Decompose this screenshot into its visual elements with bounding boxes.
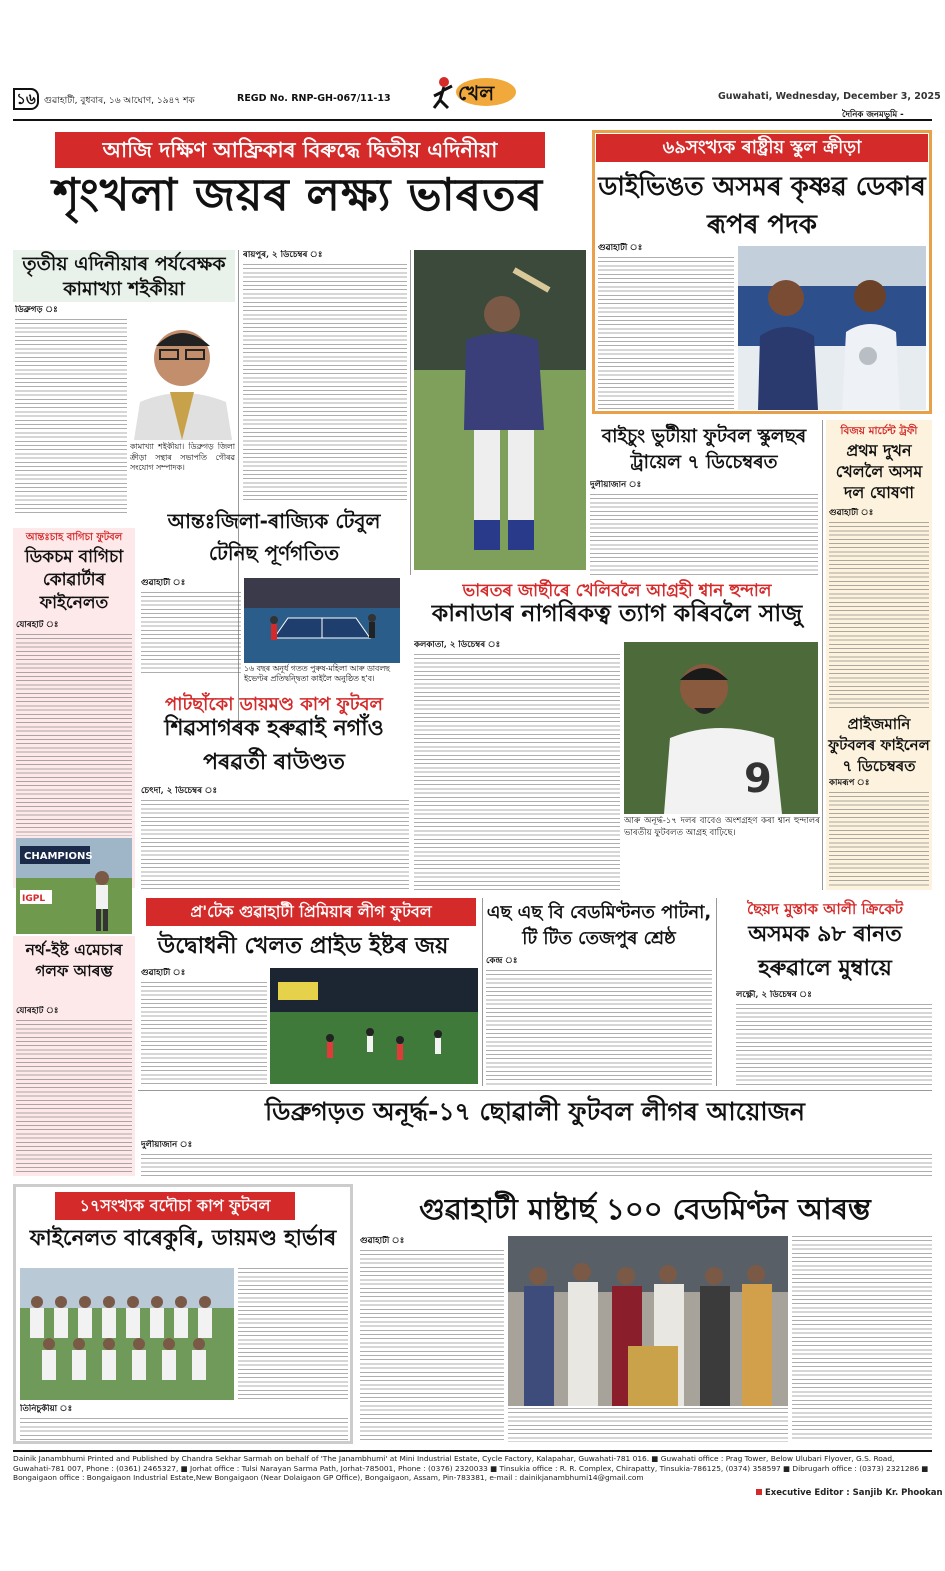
tt-headline: আন্তঃজিলা-ৰাজ্যিক টেবুল টেনিছ পূৰ্ণগতিত (167, 509, 381, 565)
footer-rule (13, 1450, 932, 1452)
premier-photo (270, 968, 478, 1084)
square-bullet-icon (756, 1489, 762, 1495)
mushtaq-headline: অসমক ৯৮ ৰানত হৰুৱালে মুম্বায়ে (748, 922, 902, 981)
lead-headline: শৃংখলা জয়ৰ লক্ষ্য ভাৰতৰ (52, 168, 544, 221)
vijay-kicker: বিজয় মাৰ্চেন্ট ট্ৰফী (840, 425, 918, 437)
masters-text-right (792, 1236, 932, 1442)
svg-text:9: 9 (744, 756, 772, 802)
table-tennis-image (244, 578, 400, 663)
masters-caption (508, 1408, 788, 1442)
portrait-image (130, 310, 235, 440)
masters-text-left (360, 1236, 504, 1442)
brand-name: খেল (458, 81, 495, 105)
canada-headline: কানাডাৰ নাগৰিকত্ব ত্যাগ কৰিবলৈ সাজু (431, 599, 803, 627)
masthead-date-assamese: গুৱাহাটী, বুধবাৰ, ১৬ আঘোণ, ১৯৪৭ শক (44, 96, 195, 106)
bodoucha-headline: ফাইনেলত বাৰেকুৰি, ডায়মণ্ড হাৰ্ভাৰ (29, 1226, 337, 1251)
masters-photo (508, 1236, 788, 1406)
divers-image (738, 246, 926, 410)
bagicha-text (16, 620, 132, 836)
patsaku-kicker: পাটছাঁকো ডায়মণ্ড কাপ ফুটবল (165, 694, 383, 715)
lead-banner: আজি দক্ষিণ আফ্ৰিকাৰ বিৰুদ্ধে দ্বিতীয় এদিনীয়া (55, 132, 545, 168)
under17-headline: ডিব্ৰুগড়ত অনূৰ্দ্ধ-১৭ ছোৱালী ফুটবল লীগৰ আয়োজন (265, 1097, 805, 1126)
footballer-image (624, 642, 818, 814)
bodoucha-text (20, 1404, 348, 1440)
ssb-badminton-text (486, 956, 712, 1086)
lead-story-text (243, 250, 407, 500)
bodoucha-photo (20, 1268, 234, 1400)
golfer-image (16, 838, 132, 934)
canada-text (414, 640, 620, 890)
bhutia-school-text (590, 480, 818, 575)
golf-banner-text: CHAMPIONS (24, 851, 93, 862)
canada-kicker: ভাৰতৰ জাৰ্ছীৰে খেলিবলৈ আগ্ৰহী শ্বান হুন্দাল (462, 581, 772, 601)
dateline: ডিব্ৰুগড় ঃ (15, 305, 58, 315)
team-photo-image (20, 1268, 234, 1400)
patsaku-headline: শিৱসাগৰক হৰুৱাই নগাঁও পৰৱৰ্তী ৰাউণ্ডত (164, 716, 384, 775)
page-number: ১৬ (13, 88, 39, 110)
dateline: লক্ষ্ণৌ, ২ ডিচেম্বৰ ঃ (736, 990, 812, 1000)
masthead-date-english: Guwahati, Wednesday, December 3, 2025 (718, 91, 941, 102)
observer-photo (130, 310, 235, 440)
bhutia-school-headline: বাইচুং ভুটীয়া ফুটবল স্কুলছৰ ট্ৰায়েল ৭ ডিচেম্বৰত (601, 426, 807, 473)
dateline: কলকাতা, ২ ডিচেম্বৰ ঃ (414, 640, 501, 650)
dateline: গুৱাহাটী ঃ (141, 968, 186, 978)
inauguration-image (508, 1236, 788, 1406)
school-games-headline: ডাইভিঙত অসমৰ কৃষ্ণৱ ডেকাৰ ৰূপৰ পদক (598, 172, 926, 240)
hundal-photo (624, 642, 818, 814)
dateline: গুৱাহাটী ঃ (141, 578, 186, 588)
regd-number: REGD No. RNP-GH-067/11-13 (237, 93, 391, 104)
tt-caption: ১৬ বছৰ অনূৰ্ধ গতত পুৰুষ-মহিলা আৰু ডাবলছ ইভেণ্টৰ প্ৰতিদ্বন্দ্বিতা কাইলৈ অনুষ্ঠিত হ'ব। (244, 664, 390, 683)
tt-text (141, 578, 241, 676)
vijay-headline: প্ৰথম দুখন খেললৈ অসম দল ঘোষণা (835, 441, 923, 502)
kohli-photo (414, 250, 586, 570)
prize-money-headline: প্ৰাইজমানি ফুটবলৰ ফাইনেল ৭ ডিচেম্বৰত (828, 715, 930, 775)
dateline: গুৱাহাটী ঃ (360, 1236, 405, 1246)
dateline: কামৰূপ ঃ (829, 778, 870, 788)
football-match-image (270, 968, 478, 1084)
bodoucha-kicker: ১৭সংখ্যক বদৌচা কাপ ফুটবল (55, 1192, 295, 1220)
dateline: চেৎদা, ২ ডিচেম্বৰ ঃ (141, 786, 218, 796)
patsaku-text (141, 786, 409, 890)
batsman-image (414, 250, 586, 570)
khel-logo (430, 74, 520, 110)
school-games-kicker: ৬৯সংখ্যক ৰাষ্ট্ৰীয় স্কুল ক্ৰীড়া (596, 134, 928, 162)
premier-banner: প্ৰ'টেক গুৱাহাটী প্ৰিমিয়াৰ লীগ ফুটবল (146, 898, 476, 926)
under17-text (141, 1140, 932, 1178)
observer-headline: তৃতীয় এদিনীয়াৰ পৰ্যবেক্ষক কামাখ্যা শইকীয়া (22, 253, 226, 300)
dateline: গুৱাহাটী ঃ (598, 243, 643, 253)
imprint-line: Dainik Janambhumi Printed and Published by Chandra Sekhar Sarmah on behalf of 'The Janambhumi' at Mini Industrial Estate, Cycle Factory, Kalapahar, Guwahati-781 016. ■ Guwahati office : Prag Tower, Below Ulubari Flyover, G.S. Road, Guwahati-781 007, Phone : (0361) 2465327, ■ Jorhat office : Tulsi Narayan Sarma Path, Jorhat-785001, Phone : (0376) 2320033 ■ Tinsukia office : R. R. Complex, Chirapatty, Tinsukia-786125, (0374) 358597 ■ Dibrugarh office : (0373) 2321286 ■ Bongaigaon office : Bongaigaon Industrial Estate,New Bongaigaon (Near Dolaigaon GP Office), Bongaigaon, Assam, Pin-783381, e-mail : dainikjanambhumi14@gmail.com (13, 1454, 929, 1483)
divers-photo (738, 246, 926, 410)
hundal-caption: আৰু অনূৰ্দ্ধ-১৭ দলৰ বাবেও অংশগ্ৰহণ কৰা শ্বান হুন্দালৰ ভাৰতীয় ফুটবলত আগ্ৰহ বাঢ়িছে। (624, 816, 820, 838)
dateline: কেন্দ্ৰ ঃ (486, 956, 518, 966)
ssb-badminton-headline: এছ এছ বি বেডমিণ্টনত পাটনা, টি টিত তেজপুৰ শ্ৰেষ্ঠ (486, 902, 712, 949)
bagicha-kicker: আন্তঃচাহ বাগিচা ফুটবল (25, 532, 123, 543)
executive-editor (756, 1488, 943, 1498)
bagicha-headline: ডিকচম বাগিচা কোৱাৰ্টাৰ ফাইনেলত (24, 547, 124, 613)
dateline: দুলীয়াজান ঃ (141, 1140, 193, 1150)
dateline: তিনিচুকীয়া ঃ (20, 1404, 73, 1414)
bodoucha-side-text (238, 1268, 348, 1402)
dateline: ৰায়পুৰ, ২ ডিচেম্বৰ ঃ (243, 250, 323, 260)
school-games-text (598, 243, 734, 409)
masters-headline: গুৱাহাটী মাষ্টাৰ্ছ ১০০ বেডমিণ্টন আৰম্ভ (419, 1192, 871, 1226)
mushtaq-kicker: ছৈয়দ মুস্তাক আলী ক্ৰিকেট (747, 900, 903, 918)
premier-headline: উদ্বোধনী খেলত প্ৰাইড ইষ্টৰ জয় (157, 933, 449, 959)
prize-money-text (829, 778, 929, 886)
observer-text (15, 305, 127, 513)
golf-photo (16, 838, 132, 934)
masthead-rule (13, 119, 932, 121)
observer-caption: কামাখ্যা শইকীয়া। ডিব্ৰুগড় জিলা ক্ৰীড়া সন্থাৰ সভাপতি গৌৰৱ সংযোগ সম্পাদক। (130, 442, 235, 472)
paper-name: দৈনিক জনমভূমি - (842, 110, 904, 120)
mushtaq-text (736, 990, 932, 1086)
dateline: যোৰহাট ঃ (16, 620, 59, 630)
golf-headline: নৰ্থ-ইষ্ট এমেচাৰ গলফ আৰম্ভ (25, 941, 123, 980)
premier-text (141, 968, 267, 1086)
golf-sign-text: IGPL (22, 894, 46, 904)
dateline: গুৱাহাটী ঃ (829, 508, 874, 518)
golf-text (16, 1006, 132, 1174)
editor-name: Executive Editor : Sanjib Kr. Phookan (765, 1488, 943, 1498)
dateline: যোৰহাট ঃ (16, 1006, 59, 1016)
tt-photo (244, 578, 400, 663)
vijay-text (829, 508, 929, 710)
dateline: দুলীয়াজান ঃ (590, 480, 642, 490)
